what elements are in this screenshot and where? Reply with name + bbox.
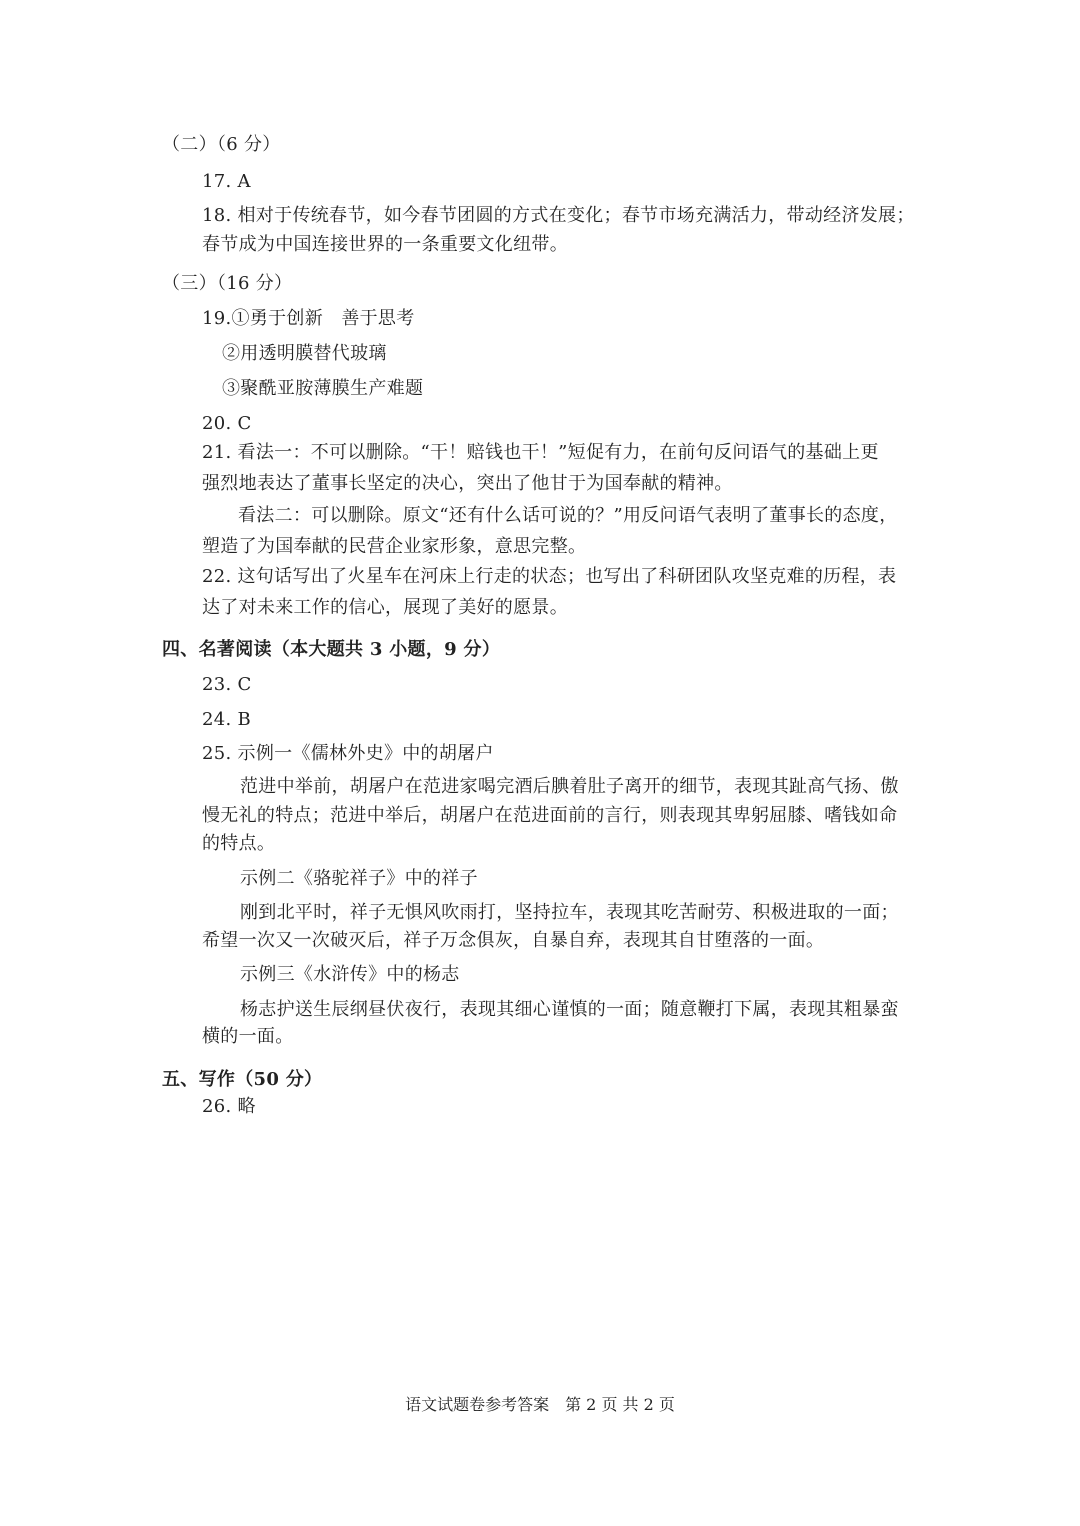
answer-22-line-2: 达了对未来工作的信心，展现了美好的愿景。 — [202, 597, 568, 618]
answer-21-line-2: 强烈地表达了董事长坚定的决心，突出了他甘于为国奉献的精神。 — [202, 473, 733, 494]
answer-25-example-3-line-2: 横的一面。 — [202, 1026, 294, 1047]
answer-25-intro: 25. 示例一《儒林外史》中的胡屠户 — [202, 743, 494, 764]
answer-19-line-1: 19.①勇于创新 善于思考 — [202, 308, 415, 329]
answer-25-example-2-line-1: 刚到北平时，祥子无惧风吹雨打，坚持拉车，表现其吃苦耐劳、积极进取的一面； — [240, 902, 899, 923]
answer-18-line-1: 18. 相对于传统春节，如今春节团圆的方式在变化；春节市场充满活力，带动经济发展； — [202, 205, 915, 226]
answer-25-example-1-line-2: 慢无礼的特点；范进中举后，胡屠户在范进面前的言行，则表现其卑躬屈膝、嗜钱如命 — [202, 805, 898, 826]
answer-19-line-2: ②用透明膜替代玻璃 — [222, 343, 387, 364]
section-5-heading: 五、写作（50 分） — [162, 1069, 323, 1090]
answer-25-example-3-line-1: 杨志护送生辰纲昼伏夜行，表现其细心谨慎的一面；随意鞭打下属，表现其粗暴蛮 — [240, 999, 899, 1020]
answer-25-example-2-line-2: 希望一次又一次破灭后，祥子万念俱灰，自暴自弃，表现其自甘堕落的一面。 — [202, 930, 825, 951]
answer-21-line-3: 看法二：可以删除。原文“还有什么话可说的？”用反问语气表明了董事长的态度， — [238, 505, 898, 526]
answer-18-line-2: 春节成为中国连接世界的一条重要文化纽带。 — [202, 234, 568, 255]
section-3-heading: （三）（16 分） — [162, 273, 293, 294]
page-footer: 语文试题卷参考答案 第 2 页 共 2 页 — [405, 1395, 675, 1414]
answer-25-example-1-line-1: 范进中举前，胡屠户在范进家喝完酒后腆着肚子离开的细节，表现其趾高气扬、傲 — [240, 776, 899, 797]
answer-20: 20. C — [202, 413, 252, 434]
answer-17: 17. A — [202, 171, 251, 192]
answer-19-line-3: ③聚酰亚胺薄膜生产难题 — [222, 378, 424, 399]
answer-26: 26. 略 — [202, 1096, 256, 1117]
section-4-heading: 四、名著阅读（本大题共 3 小题，9 分） — [162, 639, 501, 660]
answer-25-example-1-line-3: 的特点。 — [202, 833, 276, 854]
answer-25-example-2-title: 示例二《骆驼祥子》中的祥子 — [240, 868, 478, 889]
answer-21-line-4: 塑造了为国奉献的民营企业家形象，意思完整。 — [202, 536, 587, 557]
answer-23: 23. C — [202, 674, 252, 695]
answer-24: 24. B — [202, 709, 252, 730]
answer-22-line-1: 22. 这句话写出了火星车在河床上行走的状态；也写出了科研团队攻坚克难的历程，表 — [202, 566, 897, 587]
section-2-heading: （二）（6 分） — [162, 134, 281, 155]
answer-21-line-1: 21. 看法一：不可以删除。“干！赔钱也干！”短促有力，在前句反问语气的基础上更 — [202, 442, 879, 463]
answer-25-example-3-title: 示例三《水浒传》中的杨志 — [240, 964, 460, 985]
